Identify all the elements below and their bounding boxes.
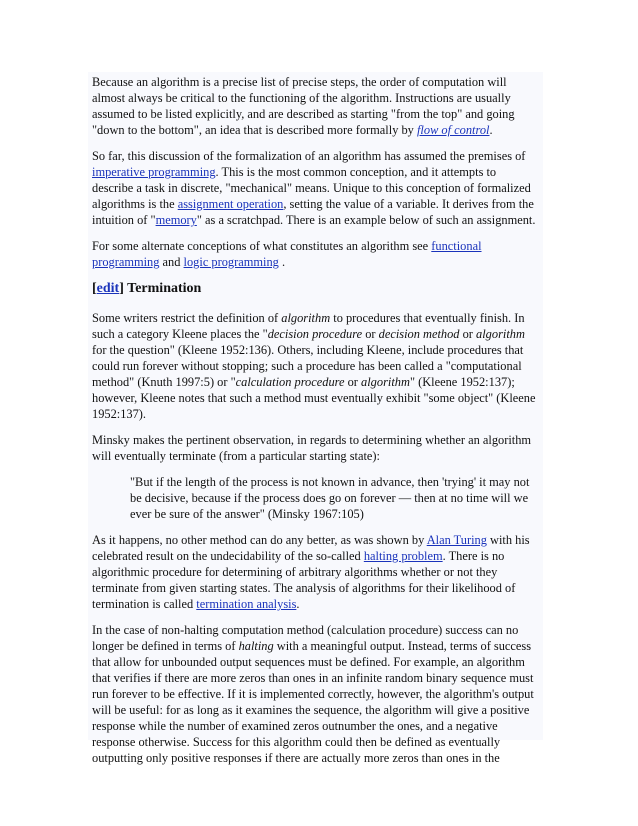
italic-text: algorithm bbox=[476, 327, 525, 341]
heading-title: Termination bbox=[127, 281, 202, 296]
text: with a meaningful output. Instead, terms of success that allow for unbounded output sequences must be defined. For example, an algorithm that verifies if there are more zeros than ones in an infinite random binary sequence must run forever to be effective. If it is implemented correctly, however, the algorithm's output will be useful: for as long as it examines the sequence, the algorithm will give a positive response while the number of examined zeros outnumber the ones, and a negative response otherwise. Success for this algorithm could then be defined as eventually outputting only positive responses if there are actually more zeros than ones in the bbox=[92, 639, 534, 765]
text: and bbox=[159, 255, 184, 269]
text: Minsky makes the pertinent observation, in regards to determining whether an algorithm will eventually terminate (from a particular starting state): bbox=[92, 433, 532, 463]
text: . This is the most common conception, and it attempts to describe a task in discrete, "mechanical" means. Unique to this conception of formalized algorithms is the bbox=[92, 165, 531, 211]
text: . bbox=[296, 597, 300, 611]
paragraph-non-halting bbox=[92, 622, 539, 766]
text: or bbox=[459, 327, 477, 341]
text: . bbox=[489, 123, 493, 137]
paragraph-definitions bbox=[92, 310, 539, 422]
bracket: ] bbox=[119, 281, 124, 296]
text: So far, this discussion of the formalization of an algorithm has assumed the premises of bbox=[92, 149, 526, 163]
minsky-quote bbox=[130, 474, 539, 522]
italic-text: decision method bbox=[378, 327, 460, 341]
text: Because an algorithm is a precise list of precise steps, the order of computation will almost always be critical to the functioning of the algorithm. Instructions are usually assumed to be listed explicitly, and are described as starting "from the top" and going "down to the bottom", an idea that is described more formally by bbox=[92, 75, 515, 137]
link-logic-programming[interactable]: logic programming bbox=[183, 255, 279, 269]
text: For some alternate conceptions of what constitutes an algorithm see bbox=[92, 239, 432, 253]
text: , setting the value of a variable. It derives from the intuition of " bbox=[92, 197, 534, 227]
text: . bbox=[278, 255, 286, 269]
paragraph-minsky bbox=[92, 432, 539, 464]
link-imperative-programming[interactable]: imperative programming bbox=[92, 165, 216, 179]
document-page bbox=[88, 72, 543, 765]
italic-text: algorithm bbox=[281, 311, 331, 325]
edit-link[interactable]: edit bbox=[96, 281, 120, 296]
link-assignment-operation[interactable]: assignment operation bbox=[177, 197, 284, 211]
text: As it happens, no other method can do any better, as was shown by bbox=[92, 533, 427, 547]
section-heading-termination bbox=[92, 280, 539, 298]
text: " (Kleene 1952:137); however, Kleene notes that such a method must eventually exhibit "some object" (Kleene 1952:137). bbox=[92, 375, 536, 421]
paragraph-imperative bbox=[92, 148, 539, 228]
quote-text: "But if the length of the process is not known in advance, then 'trying' it may not be decisive, because if the process does go on forever — then at no time will we ever be sure of the answer" (Minsky 1967:105) bbox=[130, 475, 530, 521]
link-functional-programming[interactable]: functional programming bbox=[92, 239, 482, 269]
link-termination-analysis[interactable]: termination analysis bbox=[196, 597, 297, 611]
link-alan-turing[interactable]: Alan Turing bbox=[426, 533, 487, 547]
paragraph-halting bbox=[92, 532, 539, 612]
paragraph-alternate bbox=[92, 238, 539, 270]
text: with his celebrated result on the undecidability of the so-called bbox=[92, 533, 530, 563]
bracket: [ bbox=[92, 281, 97, 296]
italic-text: calculation procedure bbox=[235, 375, 345, 389]
text: . There is no algorithmic procedure for determining of arbitrary algorithms whether or not they terminate from given starting states. The analysis of algorithms for their likelihood of termination is called bbox=[92, 549, 516, 611]
paragraph-algorithm-order bbox=[92, 74, 539, 138]
link-halting-problem[interactable]: halting problem bbox=[363, 549, 443, 563]
text: for the question" (Kleene 1952:136). Others, including Kleene, include procedures that could run forever without stopping; such a procedure has been called a "computational method" (Knuth 1997:5) or " bbox=[92, 343, 524, 389]
link-flow-of-control[interactable]: flow of control bbox=[416, 123, 490, 137]
text: or bbox=[344, 375, 362, 389]
italic-text: decision procedure bbox=[267, 327, 363, 341]
text: to procedures that eventually finish. In such a category Kleene places the " bbox=[92, 311, 525, 341]
text: or bbox=[362, 327, 379, 341]
italic-text: halting bbox=[238, 639, 274, 653]
text: Some writers restrict the definition of bbox=[92, 311, 282, 325]
text: " as a scratchpad. There is an example below of such an assignment. bbox=[196, 213, 536, 227]
link-memory[interactable]: memory bbox=[155, 213, 197, 227]
italic-text: algorithm bbox=[361, 375, 410, 389]
text: In the case of non-halting computation method (calculation procedure) success can no longer be defined in terms of bbox=[92, 623, 519, 653]
